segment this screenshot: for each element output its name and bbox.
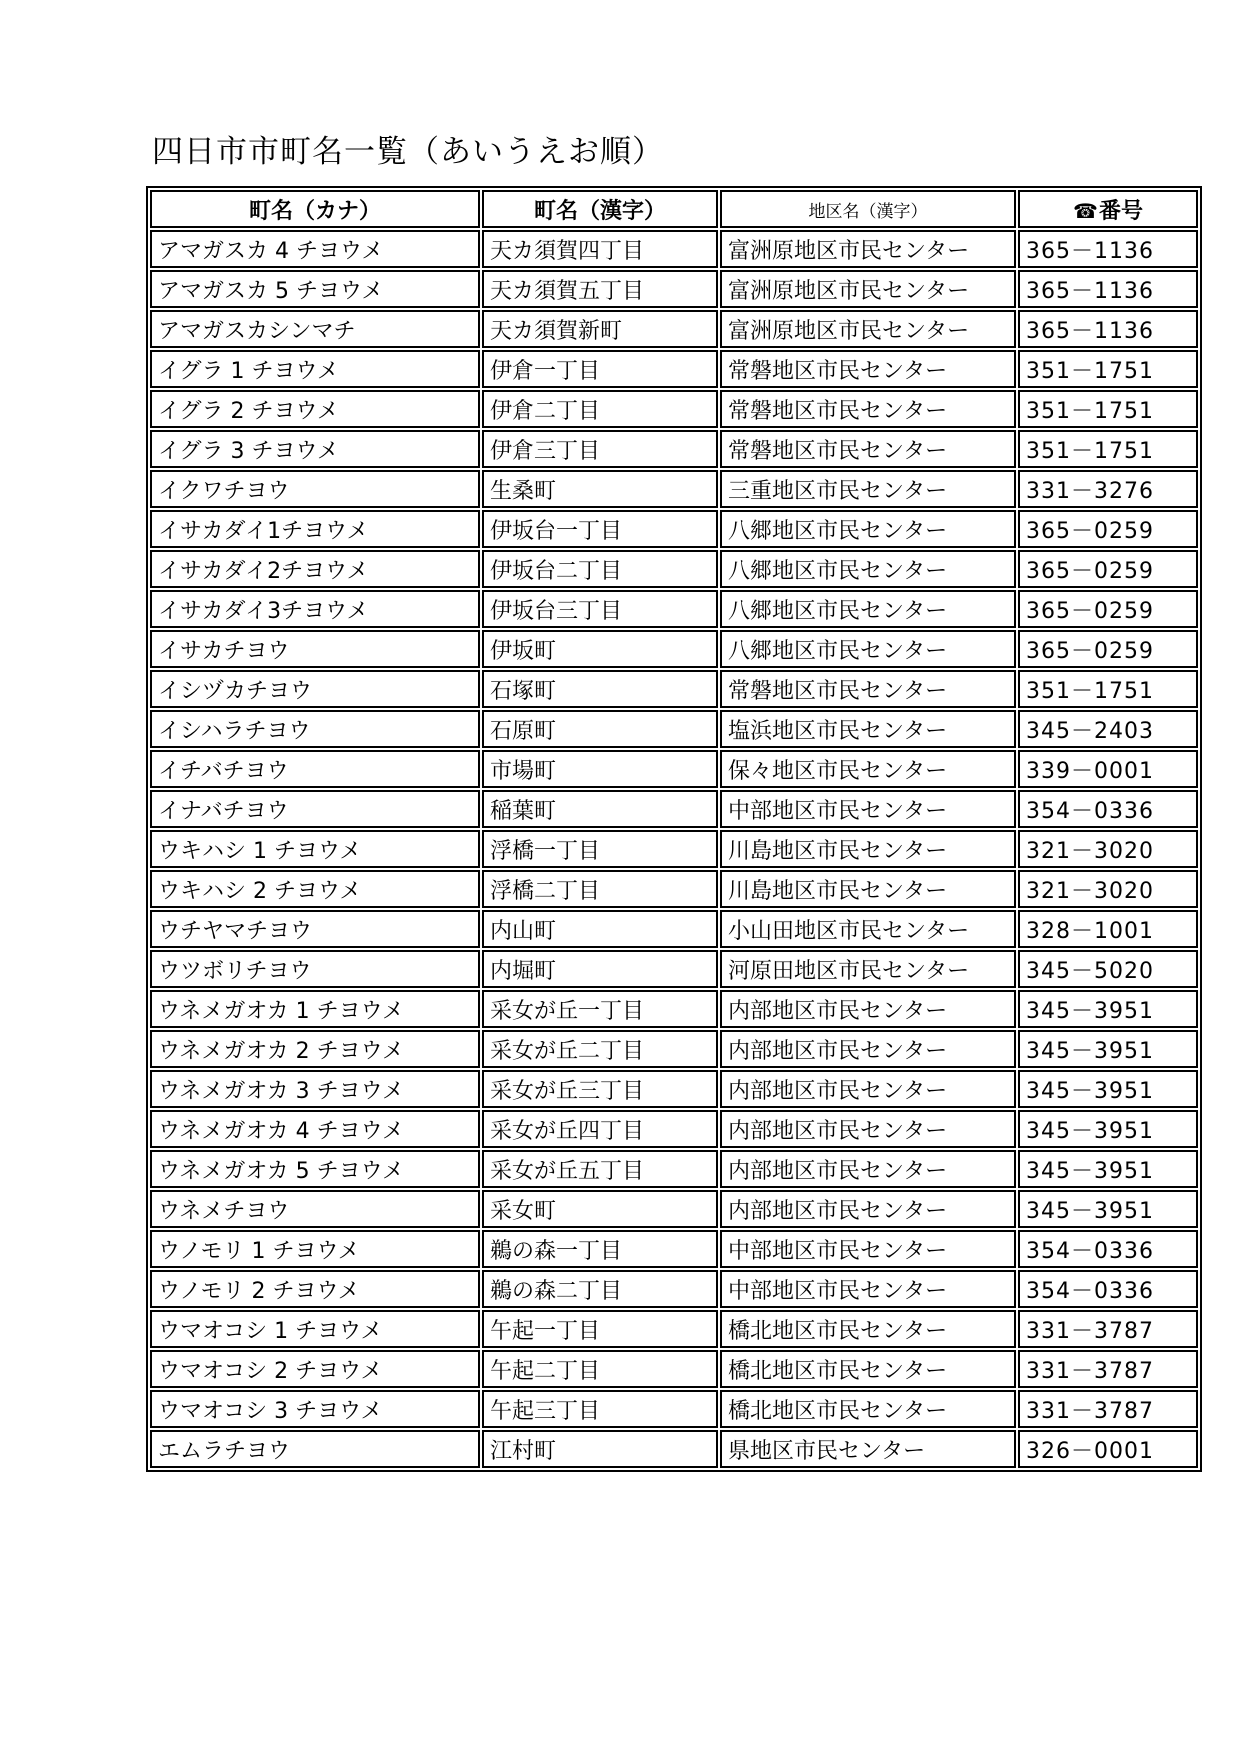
cell-kanji: 稲葉町 [482,790,718,828]
table-row [150,390,1198,428]
cell-district: 常磐地区市民センター [720,430,1016,468]
cell-phone: 321－3020 [1018,830,1198,868]
table-row [150,630,1198,668]
cell-kanji: 采女が丘四丁目 [482,1110,718,1148]
cell-kana: イサカチヨウ [150,630,480,668]
table-row [150,710,1198,748]
cell-phone: 331－3787 [1018,1390,1198,1428]
page-title: 四日市市町名一覧（あいうえお順） [152,134,664,170]
cell-district: 八郷地区市民センター [720,510,1016,548]
cell-district: 中部地区市民センター [720,1230,1016,1268]
table-row [150,350,1198,388]
cell-district: 中部地区市民センター [720,790,1016,828]
table-row [150,270,1198,308]
table-row [150,1270,1198,1308]
cell-district: 三重地区市民センター [720,470,1016,508]
cell-kana: ウネメチヨウ [150,1190,480,1228]
cell-district: 八郷地区市民センター [720,630,1016,668]
cell-kanji: 天カ須賀新町 [482,310,718,348]
cell-phone: 365－0259 [1018,590,1198,628]
cell-phone: 354－0336 [1018,1230,1198,1268]
cell-phone: 354－0336 [1018,1270,1198,1308]
cell-kanji: 采女町 [482,1190,718,1228]
cell-district: 橋北地区市民センター [720,1350,1016,1388]
header-phone [1018,190,1198,228]
table-row [150,510,1198,548]
cell-kanji: 天カ須賀五丁目 [482,270,718,308]
cell-phone: 331－3787 [1018,1310,1198,1348]
cell-district: 橋北地区市民センター [720,1310,1016,1348]
cell-phone: 365－0259 [1018,630,1198,668]
cell-kanji: 伊倉三丁目 [482,430,718,468]
table-row [150,470,1198,508]
cell-phone: 351－1751 [1018,430,1198,468]
cell-district: 川島地区市民センター [720,830,1016,868]
cell-kanji: 生桑町 [482,470,718,508]
cell-phone: 345－3951 [1018,1070,1198,1108]
cell-kanji: 石原町 [482,710,718,748]
table-row [150,1310,1198,1348]
cell-phone: 331－3276 [1018,470,1198,508]
table-row [150,1070,1198,1108]
cell-kana: ウマオコシ 1 チヨウメ [150,1310,480,1348]
cell-district: 富洲原地区市民センター [720,310,1016,348]
cell-kana: ウキハシ 2 チヨウメ [150,870,480,908]
cell-kanji: 市場町 [482,750,718,788]
cell-phone: 345－3951 [1018,1150,1198,1188]
cell-kana: アマガスカ 4 チヨウメ [150,230,480,268]
cell-kana: イグラ 3 チヨウメ [150,430,480,468]
table-row [150,590,1198,628]
cell-kanji: 采女が丘二丁目 [482,1030,718,1068]
cell-kanji: 午起二丁目 [482,1350,718,1388]
cell-kana: エムラチヨウ [150,1430,480,1468]
cell-kanji: 浮橋一丁目 [482,830,718,868]
cell-kanji: 天カ須賀四丁目 [482,230,718,268]
cell-kanji: 采女が丘一丁目 [482,990,718,1028]
cell-kana: ウマオコシ 3 チヨウメ [150,1390,480,1428]
cell-kanji: 午起三丁目 [482,1390,718,1428]
cell-kanji: 内堀町 [482,950,718,988]
cell-district: 県地区市民センター [720,1430,1016,1468]
cell-phone: 354－0336 [1018,790,1198,828]
cell-phone: 365－1136 [1018,310,1198,348]
cell-kanji: 江村町 [482,1430,718,1468]
table-body [150,230,1198,1468]
cell-phone: 365－1136 [1018,230,1198,268]
cell-phone: 345－3951 [1018,1030,1198,1068]
cell-district: 富洲原地区市民センター [720,230,1016,268]
cell-kana: イナバチヨウ [150,790,480,828]
cell-kanji: 伊坂台三丁目 [482,590,718,628]
table-row [150,310,1198,348]
cell-phone: 321－3020 [1018,870,1198,908]
cell-kana: イサカダイ1チヨウメ [150,510,480,548]
cell-kana: ウノモリ 1 チヨウメ [150,1230,480,1268]
table-row [150,1110,1198,1148]
cell-kanji: 伊坂町 [482,630,718,668]
cell-kana: アマガスカ 5 チヨウメ [150,270,480,308]
cell-district: 内部地区市民センター [720,990,1016,1028]
cell-district: 中部地区市民センター [720,1270,1016,1308]
cell-kana: イチバチヨウ [150,750,480,788]
cell-kanji: 鵜の森二丁目 [482,1270,718,1308]
header-kanji: 町名（漢字） [482,190,718,228]
cell-kanji: 浮橋二丁目 [482,870,718,908]
cell-kanji: 采女が丘五丁目 [482,1150,718,1188]
cell-district: 川島地区市民センター [720,870,1016,908]
cell-phone: 339－0001 [1018,750,1198,788]
cell-district: 内部地区市民センター [720,1150,1016,1188]
cell-kana: ウツボリチヨウ [150,950,480,988]
cell-kanji: 伊倉一丁目 [482,350,718,388]
cell-phone: 351－1751 [1018,390,1198,428]
table-row [150,750,1198,788]
table-row [150,550,1198,588]
cell-kana: イシハラチヨウ [150,710,480,748]
cell-kana: イグラ 2 チヨウメ [150,390,480,428]
cell-kana: ウノモリ 2 チヨウメ [150,1270,480,1308]
cell-phone: 345－5020 [1018,950,1198,988]
table-row [150,1190,1198,1228]
cell-district: 橋北地区市民センター [720,1390,1016,1428]
cell-kana: イシヅカチヨウ [150,670,480,708]
cell-district: 保々地区市民センター [720,750,1016,788]
cell-district: 常磐地区市民センター [720,350,1016,388]
cell-kanji: 伊倉二丁目 [482,390,718,428]
cell-kana: ウネメガオカ 3 チヨウメ [150,1070,480,1108]
cell-district: 小山田地区市民センター [720,910,1016,948]
table-row [150,950,1198,988]
cell-kana: ウチヤマチヨウ [150,910,480,948]
cell-district: 八郷地区市民センター [720,590,1016,628]
cell-kana: イクワチヨウ [150,470,480,508]
cell-kana: ウネメガオカ 1 チヨウメ [150,990,480,1028]
cell-kana: ウネメガオカ 4 チヨウメ [150,1110,480,1148]
cell-district: 内部地区市民センター [720,1030,1016,1068]
cell-kanji: 石塚町 [482,670,718,708]
table-row [150,1390,1198,1428]
cell-kanji: 内山町 [482,910,718,948]
table-row [150,670,1198,708]
cell-district: 内部地区市民センター [720,1070,1016,1108]
cell-phone: 345－3951 [1018,990,1198,1028]
cell-phone: 331－3787 [1018,1350,1198,1388]
cell-kanji: 伊坂台一丁目 [482,510,718,548]
cell-kana: ウキハシ 1 チヨウメ [150,830,480,868]
header-district: 地区名（漢字） [720,190,1016,228]
table-row [150,830,1198,868]
table-row [150,430,1198,468]
table-row [150,230,1198,268]
cell-kana: イサカダイ3チヨウメ [150,590,480,628]
header-phone-label: 番号 [1098,198,1143,224]
table-header-row [150,190,1198,228]
cell-phone: 345－3951 [1018,1110,1198,1148]
cell-kana: イグラ 1 チヨウメ [150,350,480,388]
cell-phone: 351－1751 [1018,350,1198,388]
table-row [150,1430,1198,1468]
cell-phone: 365－1136 [1018,270,1198,308]
cell-kana: イサカダイ2チヨウメ [150,550,480,588]
cell-district: 内部地区市民センター [720,1110,1016,1148]
cell-kana: アマガスカシンマチ [150,310,480,348]
cell-phone: 365－0259 [1018,510,1198,548]
town-list-table [146,186,1202,1472]
table-row [150,870,1198,908]
cell-phone: 328－1001 [1018,910,1198,948]
table-row [150,790,1198,828]
table-row [150,1230,1198,1268]
header-kana: 町名（カナ） [150,190,480,228]
table-row [150,1150,1198,1188]
cell-phone: 365－0259 [1018,550,1198,588]
cell-kanji: 伊坂台二丁目 [482,550,718,588]
cell-district: 八郷地区市民センター [720,550,1016,588]
cell-district: 河原田地区市民センター [720,950,1016,988]
cell-kana: ウネメガオカ 2 チヨウメ [150,1030,480,1068]
cell-district: 富洲原地区市民センター [720,270,1016,308]
cell-district: 常磐地区市民センター [720,670,1016,708]
phone-icon: ☎ [1073,198,1098,223]
cell-kana: ウネメガオカ 5 チヨウメ [150,1150,480,1188]
cell-phone: 351－1751 [1018,670,1198,708]
cell-kana: ウマオコシ 2 チヨウメ [150,1350,480,1388]
cell-kanji: 采女が丘三丁目 [482,1070,718,1108]
table-row [150,1030,1198,1068]
cell-district: 内部地区市民センター [720,1190,1016,1228]
table-row [150,990,1198,1028]
table-row [150,1350,1198,1388]
cell-phone: 326－0001 [1018,1430,1198,1468]
cell-district: 常磐地区市民センター [720,390,1016,428]
cell-kanji: 鵜の森一丁目 [482,1230,718,1268]
cell-district: 塩浜地区市民センター [720,710,1016,748]
cell-phone: 345－3951 [1018,1190,1198,1228]
cell-phone: 345－2403 [1018,710,1198,748]
table-row [150,910,1198,948]
cell-kanji: 午起一丁目 [482,1310,718,1348]
